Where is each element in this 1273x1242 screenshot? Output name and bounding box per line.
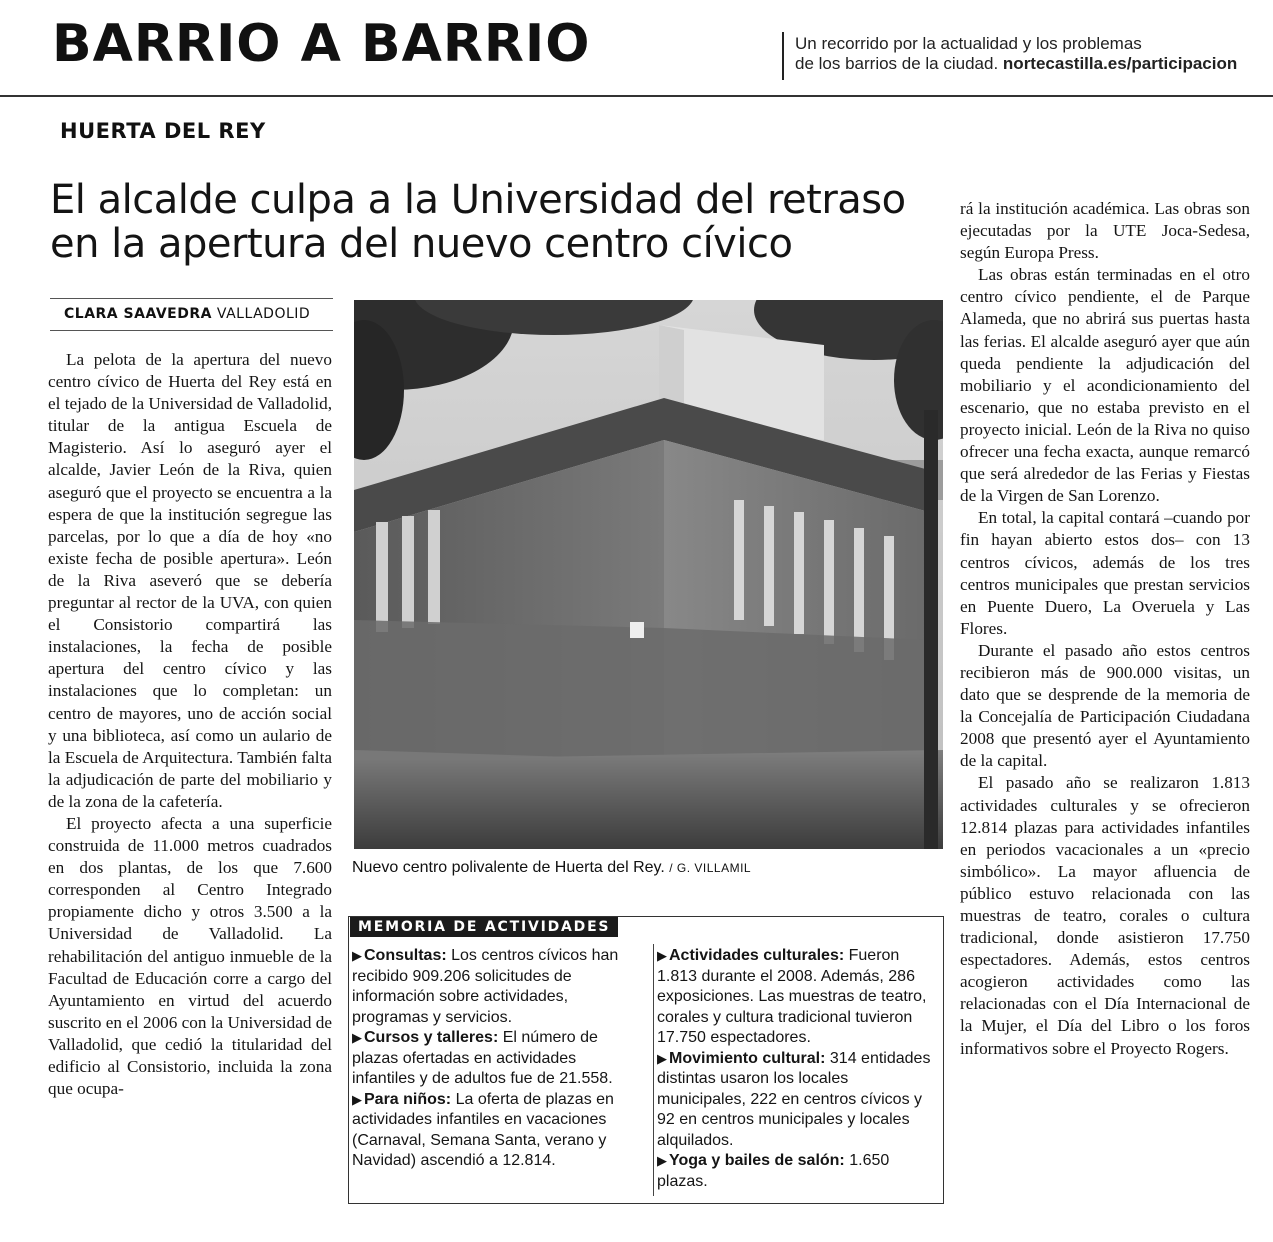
- activities-box-divider: [653, 944, 654, 1196]
- activity-key: Actividades culturales:: [669, 947, 845, 964]
- photo-credit: / G. VILLAMIL: [669, 861, 752, 875]
- section-title: BARRIO A BARRIO: [52, 14, 591, 74]
- activity-text: Los centros cívicos han recibido 909.206 solicitudes de información sobre actividades, programas y servicios.: [352, 947, 619, 1026]
- district-label: HUERTA DEL REY: [60, 119, 266, 143]
- section-tagline: [795, 34, 1265, 74]
- photo-caption: [352, 858, 942, 878]
- activity-key: Movimiento cultural:: [669, 1049, 826, 1067]
- building-photo: [354, 300, 943, 849]
- caption-text: Nuevo centro polivalente de Huerta del Rey.: [352, 859, 665, 876]
- tagline-line-1: Un recorrido por la actualidad y los problemas: [795, 34, 1142, 53]
- arrow-right-icon: ▶: [352, 1030, 362, 1045]
- article-column-3: [960, 198, 1250, 1060]
- activity-text: 1.650 plazas.: [657, 1152, 890, 1190]
- activities-column-1: [352, 946, 642, 1172]
- tagline-text: de los barrios de la ciudad.: [795, 54, 999, 73]
- masthead-divider: [782, 32, 784, 80]
- activity-text: El número de plazas ofertadas en actividades infantiles y de adultos fue de 21.558.: [352, 1029, 613, 1087]
- activity-key: Cursos y talleres:: [364, 1029, 499, 1046]
- article-paragraph: El proyecto afecta a una superficie construida de 11.000 metros cuadrados en dos plantas, de los que 7.600 corresponden al Centro Integrado propiamente dicho y otros 3.500 a la Universidad de Valladolid. La rehabilitación del antiguo inmueble de la Facultad de Educación corre a cargo del Ayuntamiento en virtud del acuerdo suscrito en el 2006 con la Universidad de Valladolid, que cedió la titularidad del edificio al Consistorio, incluida la zona que ocupa-: [48, 813, 332, 1099]
- article-paragraph: rá la institución académica. Las obras son ejecutadas por la UTE Joca-Sedesa, según Europa Press.: [960, 199, 1250, 263]
- activity-text: 314 entidades distintas usaron los locales municipales, 222 en centros cívicos y 92 en centros municipales y locales alquilados.: [657, 1049, 931, 1149]
- byline-rule-bottom: [50, 330, 333, 331]
- activity-item: [657, 1151, 941, 1192]
- article-paragraph: En total, la capital contará –cuando por fin hayan abierto estos dos– con 13 centros cívicos, además de los tres centros municipales que prestan servicios en Puente Duero, La Overuela y Las Flores.: [960, 508, 1250, 638]
- activity-item: [657, 946, 941, 1049]
- arrow-right-icon: ▶: [657, 1153, 667, 1168]
- activity-item: [657, 1049, 941, 1152]
- byline-place: VALLADOLID: [216, 306, 311, 322]
- article-paragraph: Las obras están terminadas en el otro centro cívico pendiente, el de Parque Alameda, que no abrirá sus puertas hasta las ferias. El alcalde aseguró ayer que aún queda pendiente la adjudicación del mobiliario y el acondicionamiento del escenario, que no estaba previsto en el proyecto inicial. León de la Riva no quiso ofrecer una fecha exacta, aunque remarcó que será alrededor de las Ferias y Fiestas de la Virgen de San Lorenzo.: [960, 265, 1250, 506]
- activity-item: [352, 1028, 642, 1090]
- activity-item: [352, 946, 642, 1028]
- activity-item: [352, 1090, 642, 1172]
- arrow-right-icon: ▶: [657, 948, 667, 963]
- byline: [64, 305, 310, 323]
- activity-text: La oferta de plazas en actividades infantiles en vacaciones (Carnaval, Semana Santa, verano y Navidad) ascendió a 12.814.: [352, 1090, 614, 1169]
- article-paragraph: La pelota de la apertura del nuevo centro cívico de Huerta del Rey está en el tejado de la Universidad de Valladolid, titular de la antigua Escuela de Magisterio. Así lo aseguró ayer el alcalde, Javier León de la Riva, quien aseguró que el proyecto se encuentra a la espera de que la institución segregue las parcelas, por lo que a día de hoy «no existe fecha de posible apertura». León de la Riva aseveró que se debería preguntar al rector de la UVA, con quien el Consistorio compartirá las instalaciones, la fecha de posible apertura del centro cívico y las instalaciones que lo completan: un centro de mayores, uno de acción social y una biblioteca, así como un aulario de la Escuela de Arquitectura. También falta la adjudicación de parte del mobiliario y de la zona de la cafetería.: [48, 350, 332, 811]
- arrow-right-icon: ▶: [657, 1050, 667, 1066]
- tagline-line-2: [795, 54, 1265, 74]
- article-column-1: [48, 349, 332, 1100]
- tagline-url-link[interactable]: nortecastilla.es/participacion: [1002, 54, 1238, 73]
- article-paragraph: El pasado año se realizaron 1.813 actividades culturales y se ofrecieron 12.814 plazas para actividades infantiles en periodos vacacionales a un «precio simbólico». La mayor afluencia de público estuvo relacionada con las muestras de teatro, corales o cultura tradicional, donde asistieron 17.750 espectadores. Además, estos centros acogieron actividades como las relacionadas con el Día Internacional de la Mujer, el Día del Libro o los foros informativos sobre el Proyecto Rogers.: [960, 773, 1250, 1058]
- activities-column-2: [657, 946, 941, 1192]
- arrow-right-icon: ▶: [352, 1091, 362, 1107]
- activity-text: Fueron 1.813 durante el 2008. Además, 286 exposiciones. Las muestras de teatro, corales y cultura tradicional tuvieron 17.750 espectadores.: [657, 947, 927, 1046]
- activity-key: Consultas:: [364, 947, 447, 964]
- article-paragraph: Durante el pasado año estos centros recibieron más de 900.000 visitas, un dato que se desprende de la memoria de la Concejalía de Participación Ciudadana 2008 que presentó ayer el Ayuntamiento de la capital.: [960, 640, 1250, 771]
- activity-key: Yoga y bailes de salón:: [669, 1152, 845, 1169]
- activities-box-title: MEMORIA DE ACTIVIDADES: [350, 917, 618, 937]
- article-headline: El alcalde culpa a la Universidad del retraso en la apertura del nuevo centro cívico: [50, 177, 906, 267]
- byline-rule-top: [50, 298, 333, 299]
- masthead-rule: [0, 95, 1273, 97]
- byline-author: CLARA SAAVEDRA: [64, 306, 212, 322]
- activity-key: Para niños:: [364, 1090, 452, 1108]
- arrow-right-icon: ▶: [352, 948, 362, 963]
